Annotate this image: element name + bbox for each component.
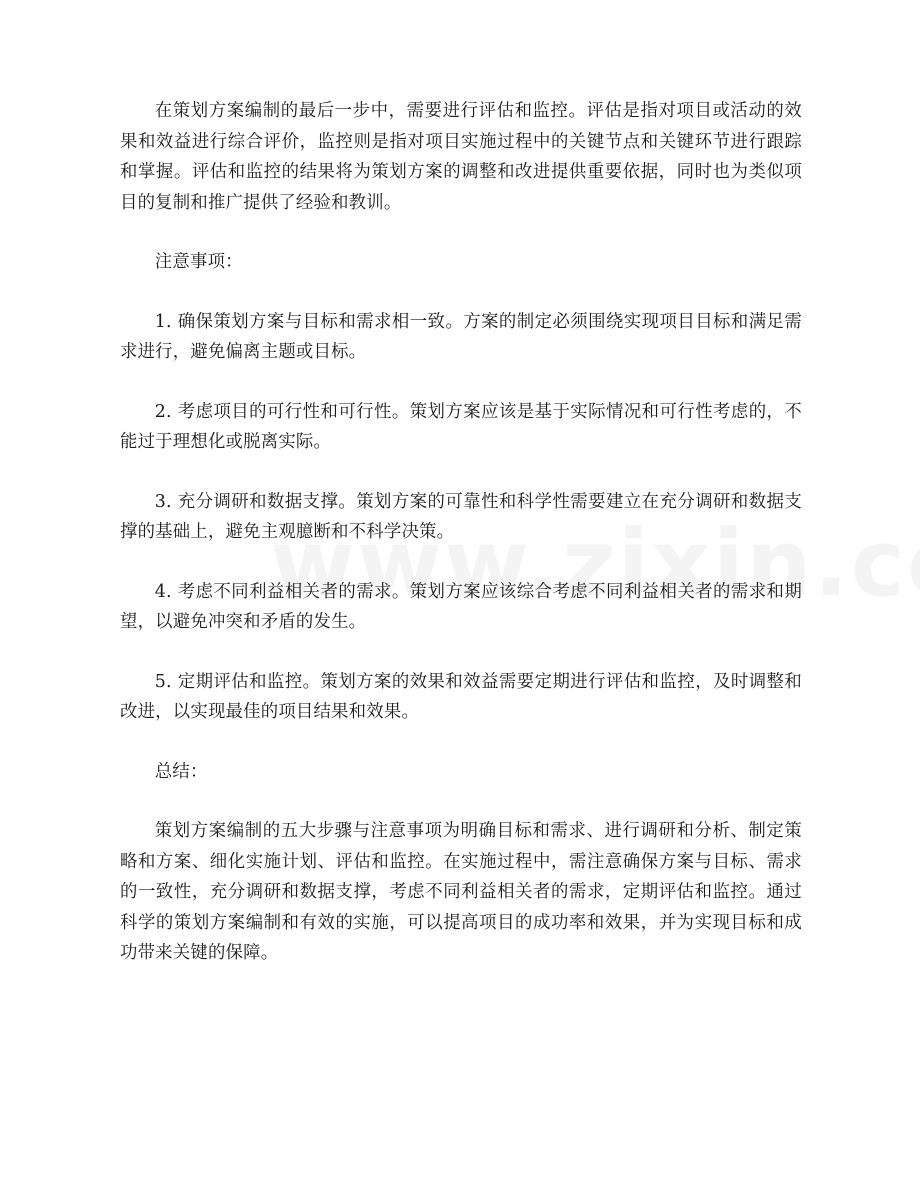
document-page — [120, 96, 802, 969]
note-item-1: 1. 确保策划方案与目标和需求相一致。方案的制定必须围绕实现项目目标和满足需求进行，避免偏离主题或目标。 — [120, 311, 802, 362]
note-item-3: 3. 充分调研和数据支撑。策划方案的可靠性和科学性需要建立在充分调研和数据支撑的基础上，避免主观臆断和不科学决策。 — [120, 491, 802, 542]
note-item-2: 2. 考虑项目的可行性和可行性。策划方案应该是基于实际情况和可行性考虑的，不能过于理想化或脱离实际。 — [120, 401, 802, 452]
note-item-5: 5. 定期评估和监控。策划方案的效果和效益需要定期进行评估和监控，及时调整和改进，以实现最佳的项目结果和效果。 — [120, 671, 802, 722]
summary-paragraph: 策划方案编制的五大步骤与注意事项为明确目标和需求、进行调研和分析、制定策略和方案、细化实施计划、评估和监控。在实施过程中，需注意确保方案与目标、需求的一致性，充分调研和数据支撑，考虑不同利益相关者的需求，定期评估和监控。通过科学的策划方案编制和有效的实施，可以提高项目的成功率和效果，并为实现目标和成功带来关键的保障。 — [120, 821, 802, 963]
note-item-4: 4. 考虑不同利益相关者的需求。策划方案应该综合考虑不同利益相关者的需求和期望，以避免冲突和矛盾的发生。 — [120, 581, 802, 632]
intro-paragraph: 在策划方案编制的最后一步中，需要进行评估和监控。评估是指对项目或活动的效果和效益进行综合评价，监控则是指对项目实施过程中的关键节点和关键环节进行跟踪和掌握。评估和监控的结果将为策划方案的调整和改进提供重要依据，同时也为类似项目的复制和推广提供了经验和教训。 — [120, 101, 802, 213]
notes-heading: 注意事项： — [154, 252, 243, 272]
summary-heading: 总结： — [154, 761, 208, 782]
